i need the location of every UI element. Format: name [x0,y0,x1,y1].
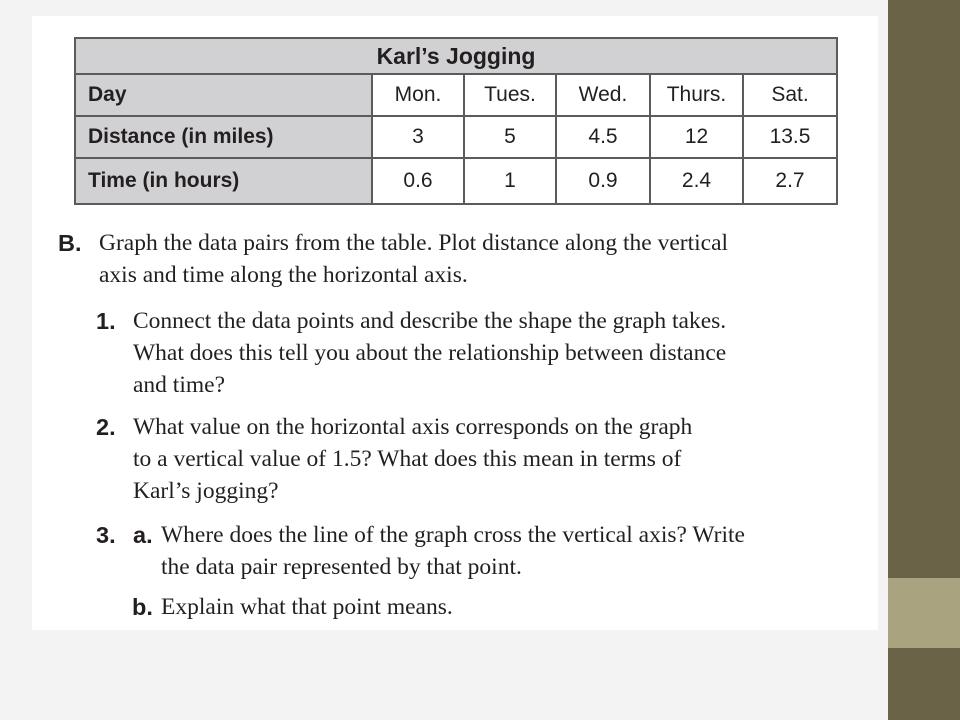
question-text [133,411,853,507]
text-line: Graph the data pairs from the table. Plot distance along the vertical [99,230,729,256]
row-label: Day [75,74,372,116]
text-line: Karl’s jogging? [133,478,279,504]
table-cell: Wed. [556,74,650,116]
question-sub-label: a. [133,522,153,548]
question-number: 2. [96,414,116,440]
table-cell: Sat. [743,74,837,116]
table-cell: 5 [464,116,556,158]
text-line: axis and time along the horizontal axis. [99,262,468,288]
text-line: the data pair represented by that point. [161,554,522,580]
row-label: Distance (in miles) [75,116,372,158]
table-cell: 0.6 [372,158,464,204]
question-number: 1. [96,308,116,334]
question-number: 3. [96,522,116,548]
table-title: Karl’s Jogging [75,38,837,74]
text-line: What value on the horizontal axis corresponds on the graph [133,414,693,440]
side-band-light [888,578,960,648]
text-line: Explain what that point means. [161,594,453,620]
side-band-dark-top [888,0,960,578]
table-cell: 4.5 [556,116,650,158]
question-sub-label: b. [132,594,153,620]
table-cell: Thurs. [650,74,743,116]
text-line: What does this tell you about the relationship between distance [133,340,727,366]
text-line: Where does the line of the graph cross the vertical axis? Write [161,522,745,548]
question-text [99,227,859,291]
table-row-time [75,158,837,204]
text-line: to a vertical value of 1.5? What does this mean in terms of [133,446,682,472]
table-cell: 3 [372,116,464,158]
table-cell: 12 [650,116,743,158]
table-cell: Tues. [464,74,556,116]
table-cell: Mon. [372,74,464,116]
question-text [161,591,821,623]
text-line: Connect the data points and describe the shape the graph takes. [133,308,727,334]
question-text [161,519,881,583]
table-cell: 1 [464,158,556,204]
table-cell: 13.5 [743,116,837,158]
jogging-table [74,37,838,205]
table-row-distance [75,116,837,158]
table-cell: 0.9 [556,158,650,204]
table-row-day [75,74,837,116]
textbook-page [32,16,878,630]
text-line: and time? [133,372,226,398]
table-cell: 2.4 [650,158,743,204]
side-band-dark-bottom [888,648,960,720]
row-label: Time (in hours) [75,158,372,204]
question-text [133,305,853,401]
question-number: B. [58,230,82,256]
table-cell: 2.7 [743,158,837,204]
